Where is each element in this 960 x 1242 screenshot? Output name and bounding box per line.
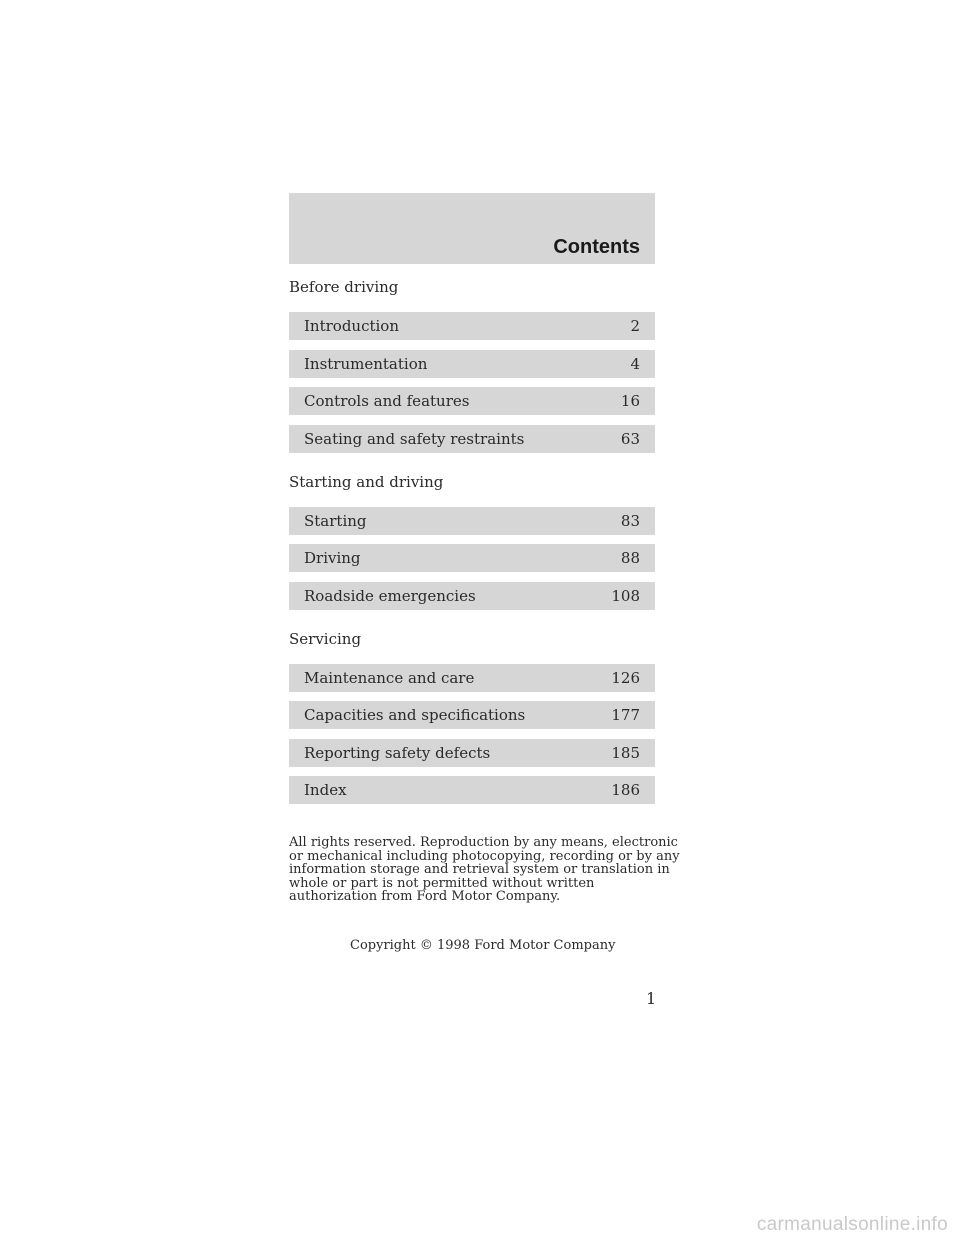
toc-item-page: 16 [620, 392, 640, 410]
legal-line: whole or part is not permitted without written [289, 875, 595, 891]
toc-item-page: 126 [611, 669, 640, 687]
legal-notice [289, 835, 680, 904]
toc-item-page: 186 [611, 781, 640, 799]
toc-item-starting[interactable] [289, 507, 655, 535]
page-number: 1 [646, 989, 657, 1008]
toc-item-seating-and-safety-restraints[interactable] [289, 425, 655, 453]
toc-item-label: Maintenance and care [304, 669, 475, 687]
toc-item-driving[interactable] [289, 544, 655, 572]
toc-item-page: 88 [620, 549, 640, 567]
toc-item-label: Introduction [304, 317, 399, 335]
section-heading: Before driving [289, 278, 399, 296]
watermark: carmanualsonline.info [756, 1214, 948, 1235]
toc-item-reporting-safety-defects[interactable] [289, 739, 655, 767]
toc-item-label: Reporting safety defects [304, 744, 491, 762]
legal-line: authorization from Ford Motor Company. [289, 889, 561, 904]
toc-item-label: Roadside emergencies [304, 587, 476, 605]
toc-item-label: Index [304, 781, 347, 799]
toc-item-controls-and-features[interactable] [289, 387, 655, 415]
copyright-notice: Copyright © 1998 Ford Motor Company [350, 938, 616, 953]
toc-item-page: 177 [611, 706, 640, 724]
toc-item-label: Instrumentation [304, 355, 428, 373]
toc-item-page: 63 [620, 430, 640, 448]
toc-item-page: 185 [611, 744, 640, 762]
legal-line: information storage and retrieval system or translation in [289, 862, 670, 877]
toc-item-page: 4 [630, 355, 640, 373]
toc-item-roadside-emergencies[interactable] [289, 582, 655, 610]
legal-line: or mechanical including photocopying, recording or by any [289, 848, 680, 864]
toc-item-label: Capacities and specifications [304, 706, 526, 724]
legal-line: All rights reserved. Reproduction by any means, electronic [289, 835, 678, 850]
contents-header [289, 193, 655, 264]
toc-item-label: Driving [304, 549, 361, 567]
toc-item-page: 83 [620, 512, 640, 530]
page-title: Contents [553, 236, 640, 258]
toc-item-label: Starting [304, 512, 367, 530]
toc-item-introduction[interactable] [289, 312, 655, 340]
section-heading: Servicing [289, 630, 362, 648]
toc-item-label: Seating and safety restraints [304, 430, 525, 448]
toc-item-maintenance-and-care[interactable] [289, 664, 655, 692]
toc-item-label: Controls and features [304, 392, 470, 410]
toc-item-page: 108 [611, 587, 640, 605]
toc-item-instrumentation[interactable] [289, 350, 655, 378]
section-heading: Starting and driving [289, 473, 444, 491]
toc-item-index[interactable] [289, 776, 655, 804]
toc-item-page: 2 [630, 317, 640, 335]
toc-item-capacities-and-specifications[interactable] [289, 701, 655, 729]
